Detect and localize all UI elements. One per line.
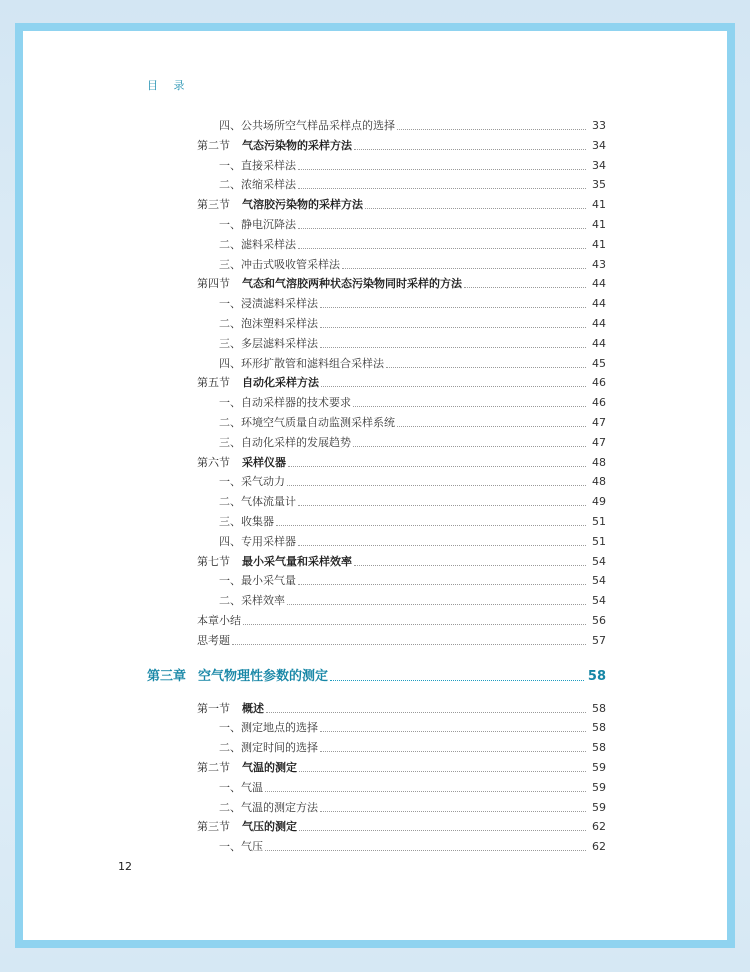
toc-entry[interactable]	[219, 594, 606, 608]
section-number: 第五节	[197, 376, 230, 390]
entry-label: 二、测定时间的选择	[219, 741, 318, 755]
entry-label: 二、滤料采样法	[219, 237, 296, 251]
dot-leader	[298, 545, 586, 546]
section-number: 第七节	[197, 554, 230, 568]
section-entry[interactable]	[197, 376, 606, 390]
dot-leader	[276, 525, 586, 526]
dot-leader	[330, 680, 584, 681]
toc-entry[interactable]	[197, 614, 606, 628]
entry-label	[197, 761, 297, 775]
toc-entry[interactable]	[219, 357, 606, 371]
dot-leader	[320, 811, 586, 812]
entry-label	[197, 555, 352, 569]
dot-leader	[298, 228, 586, 229]
entry-page-number: 48	[592, 455, 606, 469]
entry-label: 三、多层滤料采样法	[219, 336, 318, 350]
toc-entry[interactable]	[219, 781, 606, 795]
section-title: 概述	[242, 701, 264, 715]
dot-leader	[365, 208, 586, 209]
entry-page-number: 45	[592, 356, 606, 370]
dot-leader	[287, 485, 586, 486]
dot-leader	[320, 327, 586, 328]
dot-leader	[342, 268, 586, 269]
entry-page-number: 43	[592, 257, 606, 271]
section-entry[interactable]	[197, 198, 606, 212]
entry-label: 四、公共场所空气样品采样点的选择	[219, 119, 395, 132]
toc-entry[interactable]	[219, 436, 606, 450]
section-title: 气态和气溶胶两种状态污染物同时采样的方法	[242, 277, 462, 291]
dot-leader	[397, 129, 586, 130]
entry-label: 二、泡沫塑料采样法	[219, 317, 318, 330]
dot-leader	[354, 149, 586, 150]
section-title: 最小采气量和采样效率	[242, 554, 352, 568]
dot-leader	[232, 644, 586, 645]
toc-entry[interactable]	[219, 238, 606, 252]
entry-label: 一、测定地点的选择	[219, 721, 318, 735]
dot-leader	[353, 446, 586, 447]
entry-label	[147, 668, 328, 685]
entry-page-number: 47	[592, 416, 606, 429]
entry-page-number: 44	[592, 336, 606, 350]
entry-page-number: 59	[592, 761, 606, 774]
section-number: 第三节	[197, 820, 230, 834]
toc-entry[interactable]	[219, 297, 606, 311]
dot-leader	[298, 505, 586, 506]
entry-label: 三、收集器	[219, 515, 274, 528]
dot-leader	[353, 406, 586, 407]
dot-leader	[386, 367, 586, 368]
entry-label	[197, 456, 286, 470]
toc-entry[interactable]	[219, 495, 606, 509]
entry-page-number: 34	[592, 158, 606, 172]
toc-entry[interactable]	[219, 801, 606, 815]
entry-page-number: 49	[592, 495, 606, 509]
section-number: 第一节	[197, 701, 230, 715]
dot-leader	[298, 169, 586, 170]
toc-entry[interactable]	[219, 475, 606, 489]
section-entry[interactable]	[197, 555, 606, 569]
entry-label: 二、采样效率	[219, 594, 285, 608]
entry-page-number: 56	[592, 614, 606, 627]
toc-entry[interactable]	[219, 416, 606, 430]
entry-label	[197, 702, 264, 716]
dot-leader	[287, 604, 586, 605]
entry-label: 二、环境空气质量自动监测采样系统	[219, 416, 395, 429]
entry-page-number: 58	[587, 668, 606, 684]
dot-leader	[464, 287, 586, 288]
toc-entry[interactable]	[219, 396, 606, 410]
entry-label: 二、气体流量计	[219, 495, 296, 509]
entry-label: 一、静电沉降法	[219, 218, 296, 231]
entry-label: 一、气压	[219, 840, 263, 854]
entry-label: 四、专用采样器	[219, 534, 296, 548]
entry-page-number: 62	[592, 820, 606, 834]
entry-page-number: 54	[592, 594, 606, 608]
entry-page-number: 48	[592, 475, 606, 489]
dot-leader	[266, 712, 586, 713]
section-title: 气温的测定	[242, 761, 297, 774]
entry-label: 一、最小采气量	[219, 574, 296, 588]
chapter-entry[interactable]	[147, 668, 606, 685]
section-entry[interactable]	[197, 456, 606, 470]
entry-page-number: 54	[592, 554, 606, 568]
dot-leader	[321, 386, 586, 387]
dot-leader	[320, 751, 586, 752]
toc-entry[interactable]	[219, 840, 606, 854]
dot-leader	[298, 584, 586, 585]
toc-entry[interactable]	[219, 218, 606, 232]
entry-label	[197, 376, 319, 390]
dot-leader	[320, 731, 586, 732]
entry-label: 三、自动化采样的发展趋势	[219, 435, 351, 449]
section-number: 第四节	[197, 277, 230, 291]
entry-page-number: 44	[592, 297, 606, 311]
entry-label: 三、冲击式吸收管采样法	[219, 257, 340, 271]
toc-header: 目 录	[147, 79, 191, 92]
entry-page-number: 51	[592, 515, 606, 528]
entry-page-number: 58	[592, 701, 606, 715]
section-number: 第六节	[197, 455, 230, 469]
entry-page-number: 34	[592, 138, 606, 152]
entry-label: 一、采气动力	[219, 475, 285, 489]
toc-entry[interactable]	[219, 317, 606, 331]
toc-entry[interactable]	[219, 535, 606, 549]
entry-page-number: 54	[592, 574, 606, 588]
entry-label	[197, 820, 297, 834]
entry-label: 四、环形扩散管和滤料组合采样法	[219, 356, 384, 370]
toc-entry[interactable]	[219, 119, 606, 133]
chapter-number: 第三章	[147, 668, 187, 684]
entry-page-number: 51	[592, 534, 606, 548]
dot-leader	[397, 426, 586, 427]
entry-page-number: 44	[592, 277, 606, 291]
entry-page-number: 58	[592, 741, 606, 755]
entry-page-number: 35	[592, 178, 606, 192]
entry-page-number: 62	[592, 840, 606, 854]
entry-page-number: 59	[592, 800, 606, 814]
entry-label	[197, 198, 363, 212]
entry-label: 一、自动采样器的技术要求	[219, 396, 351, 410]
entry-page-number: 33	[592, 119, 606, 132]
entry-page-number: 46	[592, 396, 606, 410]
entry-page-number: 41	[592, 218, 606, 231]
toc-entry[interactable]	[219, 515, 606, 529]
entry-page-number: 47	[592, 435, 606, 449]
dot-leader	[298, 248, 586, 249]
entry-label	[197, 277, 462, 291]
entry-page-number: 44	[592, 317, 606, 330]
dot-leader	[298, 188, 586, 189]
section-number: 第三节	[197, 198, 230, 212]
entry-label: 一、直接采样法	[219, 158, 296, 172]
section-title: 气压的测定	[242, 820, 297, 834]
dot-leader	[299, 830, 586, 831]
toc-entry[interactable]	[197, 634, 606, 648]
entry-page-number: 46	[592, 376, 606, 390]
page-number: 12	[118, 860, 132, 873]
toc-entry[interactable]	[219, 258, 606, 272]
entry-label: 二、浓缩采样法	[219, 178, 296, 192]
entry-page-number: 57	[592, 633, 606, 647]
section-entry[interactable]	[197, 820, 606, 834]
entry-page-number: 59	[592, 780, 606, 794]
toc-entry[interactable]	[219, 337, 606, 351]
entry-label: 思考题	[197, 633, 230, 647]
entry-label	[197, 139, 352, 153]
section-number: 第二节	[197, 138, 230, 152]
section-entry[interactable]	[197, 702, 606, 716]
entry-label: 一、气温	[219, 780, 263, 794]
dot-leader	[354, 565, 586, 566]
toc-entry[interactable]	[219, 178, 606, 192]
chapter-title: 空气物理性参数的测定	[198, 668, 329, 684]
entry-label: 一、浸渍滤料采样法	[219, 297, 318, 311]
dot-leader	[320, 347, 586, 348]
dot-leader	[243, 624, 586, 625]
section-number: 第二节	[197, 761, 230, 774]
dot-leader	[288, 466, 586, 467]
section-title: 气溶胶污染物的采样方法	[242, 198, 363, 212]
section-entry[interactable]	[197, 139, 606, 153]
entry-label: 本章小结	[197, 614, 241, 627]
entry-page-number: 41	[592, 198, 606, 212]
toc-entry[interactable]	[219, 159, 606, 173]
toc-entry[interactable]	[219, 721, 606, 735]
toc-entry[interactable]	[219, 574, 606, 588]
dot-leader	[299, 771, 586, 772]
section-entry[interactable]	[197, 277, 606, 291]
dot-leader	[265, 850, 586, 851]
section-title: 自动化采样方法	[242, 376, 319, 390]
dot-leader	[265, 791, 586, 792]
section-entry[interactable]	[197, 761, 606, 775]
toc-entry[interactable]	[219, 741, 606, 755]
entry-page-number: 41	[592, 237, 606, 251]
section-title: 气态污染物的采样方法	[242, 138, 352, 152]
entry-page-number: 58	[592, 721, 606, 735]
dot-leader	[320, 307, 586, 308]
entry-label: 二、气温的测定方法	[219, 800, 318, 814]
section-title: 采样仪器	[242, 455, 286, 469]
